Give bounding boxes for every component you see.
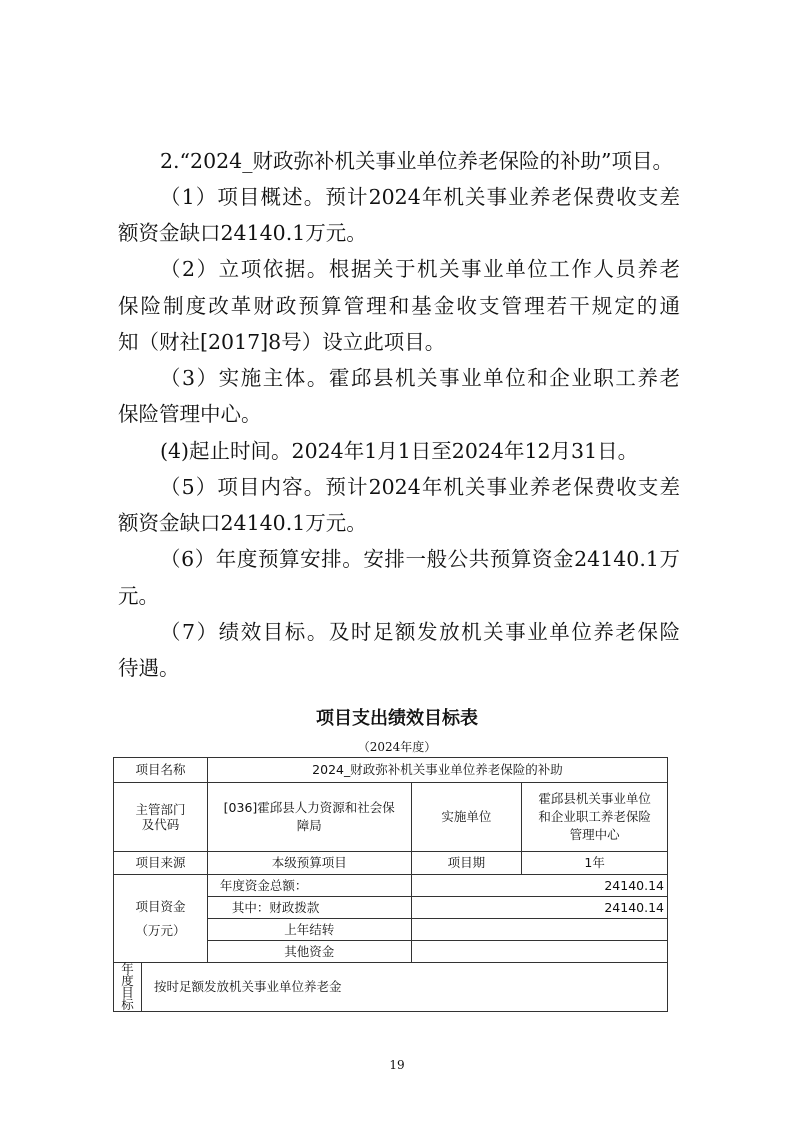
text-line: 额资金缺口24140.1万元。 (118, 511, 367, 535)
goal-label: 年度目标 (121, 961, 134, 1012)
text-line: （1）项目概述。预计2024年机关事业养老保费收支差 (160, 185, 680, 209)
text-line: （5）项目内容。预计2024年机关事业养老保费收支差 (160, 475, 680, 499)
cell-value: 24140.14 (411, 897, 667, 919)
cell-label: 项目期 (411, 852, 522, 875)
cell-value: 霍邱县机关事业单位和企业职工养老保险管理中心 (522, 783, 668, 852)
cell-value: 按时足额发放机关事业单位养老金 (141, 963, 667, 1012)
cell-value: 1年 (522, 852, 668, 875)
cell-label: 年度资金总额： (207, 875, 411, 897)
cell-value: 24140.14 (411, 875, 667, 897)
performance-target-table (113, 757, 668, 1012)
text-line: （3）实施主体。霍邱县机关事业单位和企业职工养老 (160, 366, 680, 390)
table-title: 项目支出绩效目标表 (316, 708, 478, 729)
text-line: （7）绩效目标。及时足额发放机关事业单位养老保险 (160, 620, 680, 644)
cell-value (411, 919, 667, 941)
cell-label: 实施单位 (411, 783, 522, 852)
text-line: 保险制度改革财政预算管理和基金收支管理若干规定的通 (118, 294, 680, 318)
cell-label: 上年结转 (207, 919, 411, 941)
dept-label: 主管部门及代码 (135, 802, 186, 832)
page-number: 19 (389, 1058, 405, 1072)
cell-label: 其中：财政拨款 (207, 897, 411, 919)
cell-label (114, 963, 142, 1012)
cell-value: 本级预算项目 (207, 852, 411, 875)
text-line: 知（财社[2017]8号）设立此项目。 (118, 330, 446, 354)
text-line: （2）立项依据。根据关于机关事业单位工作人员养老 (160, 257, 680, 281)
fund-unit: （万元） (135, 922, 186, 938)
text-line: 待遇。 (118, 656, 180, 680)
text-line: 额资金缺口24140.1万元。 (118, 221, 367, 245)
text-line: (4)起止时间。2024年1月1日至2024年12月31日。 (160, 439, 639, 463)
cell-label: 项目名称 (114, 758, 208, 783)
text-line: 元。 (118, 584, 159, 608)
cell-value: [036]霍邱县人力资源和社会保障局 (207, 783, 411, 852)
cell-value (411, 941, 667, 963)
cell-value: 2024_财政弥补机关事业单位养老保险的补助 (207, 758, 667, 783)
cell-label (114, 783, 208, 852)
fund-label: 项目资金 (135, 898, 186, 914)
fund-label-cell (114, 875, 208, 963)
table-year: （2024年度） (357, 740, 437, 754)
cell-label: 其他资金 (207, 941, 411, 963)
cell-label: 项目来源 (114, 852, 208, 875)
text-line: 2.“2024_财政弥补机关事业单位养老保险的补助”项目。 (160, 149, 673, 173)
text-line: （6）年度预算安排。安排一般公共预算资金24140.1万 (160, 547, 680, 571)
text-line: 保险管理中心。 (118, 402, 262, 426)
